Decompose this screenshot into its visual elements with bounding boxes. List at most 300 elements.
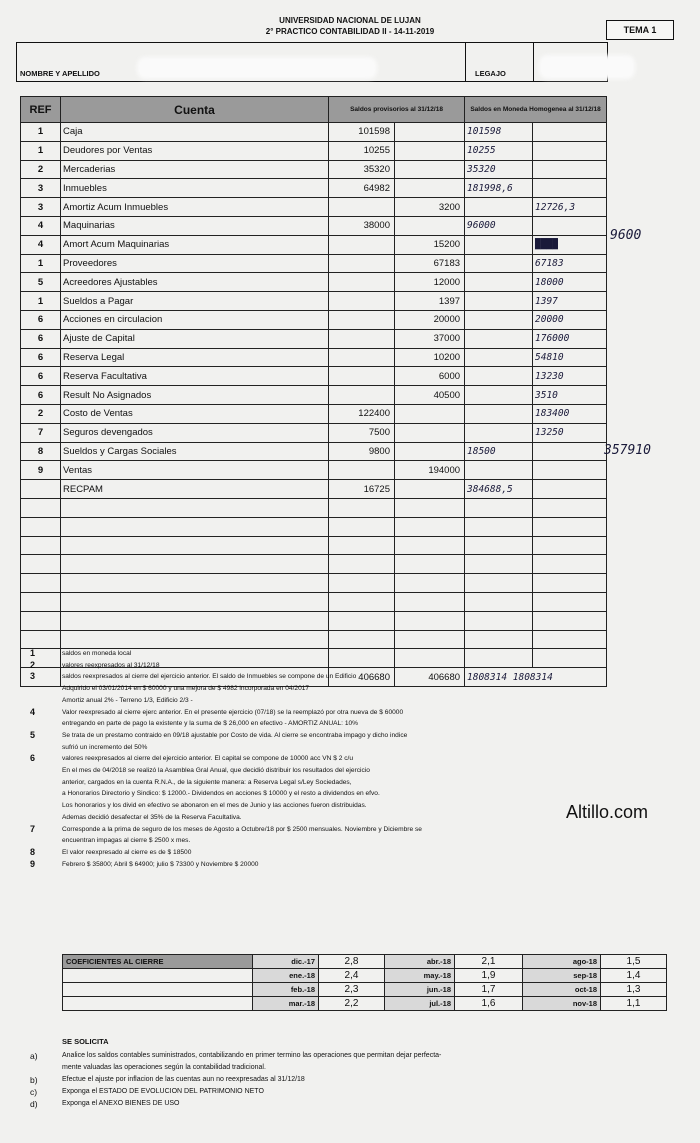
note-text: sufrió un incremento del 50% — [62, 743, 148, 751]
empty-cell — [465, 574, 533, 593]
hw-debe-cell: 181998,6 — [465, 179, 533, 198]
haber-cell: 20000 — [395, 310, 465, 329]
empty-cell — [533, 536, 607, 555]
debe-cell: 10255 — [329, 141, 395, 160]
hw-debe-cell: 384688,5 — [465, 480, 533, 499]
legajo-label: LEGAJO — [475, 69, 506, 78]
empty-cell — [61, 611, 329, 630]
ref-cell: 7 — [21, 423, 61, 442]
coef-month: may.-18 — [385, 969, 455, 983]
coef-row — [63, 969, 667, 983]
note-line — [30, 824, 670, 836]
empty-cell — [21, 630, 61, 649]
debe-cell: 64982 — [329, 179, 395, 198]
cuenta-cell: Amort Acum Maquinarias — [61, 235, 329, 254]
requirement-text: Analice los saldos contables suministrados, contabilizando en primer termino las operaciones que permitan dejar perfecta- — [62, 1052, 442, 1059]
empty-cell — [533, 574, 607, 593]
note-marker — [30, 777, 62, 789]
ref-cell: 3 — [21, 198, 61, 217]
note-line — [30, 742, 670, 754]
debe-cell — [329, 198, 395, 217]
empty-cell — [21, 517, 61, 536]
debe-cell: 101598 — [329, 123, 395, 142]
hw-debe-cell — [465, 292, 533, 311]
note-line — [30, 859, 670, 871]
ref-cell: 6 — [21, 310, 61, 329]
empty-cell — [465, 498, 533, 517]
empty-cell — [395, 555, 465, 574]
note-marker: 5 — [30, 729, 36, 740]
note-text: Los honorarios y los divid en efectivo se abonaron en el mes de Junio y las acciones fueron distribuidas. — [62, 802, 367, 810]
empty-row — [21, 498, 607, 517]
note-text: Se trata de un prestamo contraido en 09/18 ajustable por Costo de vida. Al cierre se encontraba impago y dicho indice — [62, 731, 408, 739]
cuenta-cell: Costo de Ventas — [61, 404, 329, 423]
empty-cell — [21, 555, 61, 574]
requirement-text: Efectue el ajuste por inflacion de las cuentas aun no reexpresadas al 31/12/18 — [62, 1076, 305, 1083]
table-row — [21, 329, 607, 348]
empty-row — [21, 536, 607, 555]
empty-cell — [465, 611, 533, 630]
empty-cell — [533, 611, 607, 630]
coef-blank — [63, 983, 253, 997]
note-text: Ademas decidió desafectar el 35% de la Reserva Facultativa. — [62, 813, 242, 821]
hw-debe-cell — [465, 423, 533, 442]
ref-cell: 4 — [21, 216, 61, 235]
ref-cell: 2 — [21, 160, 61, 179]
student-info-box — [16, 42, 608, 82]
coef-row — [63, 983, 667, 997]
note-marker — [30, 683, 62, 695]
note-marker: 6 — [30, 753, 36, 764]
table-row — [21, 310, 607, 329]
hw-haber-cell: 13230 — [533, 367, 607, 386]
table-row — [21, 386, 607, 405]
coef-month: ago-18 — [523, 955, 601, 969]
empty-cell — [465, 592, 533, 611]
note-line — [30, 788, 670, 800]
table-row — [21, 216, 607, 235]
hw-haber-cell: 12726,3 — [533, 198, 607, 217]
ref-cell: 6 — [21, 367, 61, 386]
hw-haber-cell: 1397 — [533, 292, 607, 311]
note-line — [30, 683, 670, 695]
empty-cell — [395, 611, 465, 630]
hw-haber-cell — [533, 160, 607, 179]
header-saldos-homogenea: Saldos en Moneda Homogenea al 31/12/18 — [465, 97, 607, 123]
margin-note-2: 357910 — [604, 443, 651, 458]
note-marker: 8 — [30, 846, 36, 857]
hw-haber-cell: 183400 — [533, 404, 607, 423]
empty-cell — [329, 630, 395, 649]
hw-haber-cell: ████ — [533, 235, 607, 254]
note-text: Corresponde a la prima de seguro de los meses de Agosto a Octubre/18 por $ 2500 mensuales. Noviembre y Diciembre se — [62, 825, 422, 833]
requirement-text: mente valuadas las operaciones según la contabilidad tradicional. — [62, 1064, 266, 1071]
requirement-line — [30, 1086, 670, 1098]
haber-cell — [395, 123, 465, 142]
requirement-marker: d) — [30, 1099, 38, 1109]
note-text: Adquirido el 03/01/2014 en $ 60000 y una mejora de $ 4982 incorporada en 04/2017 — [62, 685, 310, 693]
empty-cell — [395, 517, 465, 536]
haber-cell — [395, 423, 465, 442]
note-line — [30, 660, 670, 672]
note-marker — [30, 835, 62, 847]
table-row — [21, 235, 607, 254]
ref-cell: 6 — [21, 386, 61, 405]
haber-cell: 12000 — [395, 273, 465, 292]
empty-row — [21, 611, 607, 630]
note-line — [30, 695, 670, 707]
note-marker — [30, 695, 62, 707]
ref-cell: 5 — [21, 273, 61, 292]
haber-cell: 37000 — [395, 329, 465, 348]
note-marker: 7 — [30, 823, 36, 834]
haber-cell: 194000 — [395, 461, 465, 480]
requirement-line — [30, 1098, 670, 1110]
note-text: saldos en moneda local — [62, 650, 132, 657]
hw-haber-cell — [533, 461, 607, 480]
table-row — [21, 480, 607, 499]
cuenta-cell: Caja — [61, 123, 329, 142]
requirement-marker: a) — [30, 1051, 38, 1061]
haber-cell: 15200 — [395, 235, 465, 254]
debe-cell: 122400 — [329, 404, 395, 423]
empty-cell — [395, 536, 465, 555]
haber-cell: 67183 — [395, 254, 465, 273]
cuenta-cell: Deudores por Ventas — [61, 141, 329, 160]
note-line — [30, 835, 670, 847]
hw-haber-cell — [533, 179, 607, 198]
cuenta-cell: Amortiz Acum Inmuebles — [61, 198, 329, 217]
coef-month: sep-18 — [523, 969, 601, 983]
ref-cell: 6 — [21, 329, 61, 348]
empty-cell — [329, 536, 395, 555]
table-row — [21, 123, 607, 142]
empty-cell — [465, 536, 533, 555]
note-marker: 1 — [30, 648, 36, 658]
debe-cell — [329, 310, 395, 329]
empty-cell — [465, 517, 533, 536]
empty-row — [21, 555, 607, 574]
note-line — [30, 718, 670, 730]
coef-value: 2,3 — [319, 983, 385, 997]
hw-debe-cell — [465, 273, 533, 292]
note-marker: 2 — [30, 659, 36, 670]
empty-cell — [61, 555, 329, 574]
note-text: a Honorarios Directorio y Sindico: $ 12000.- Dividendos en acciones $ 10000 y el resto a dividendos en efvo. — [62, 790, 380, 798]
cuenta-cell: Sueldos y Cargas Sociales — [61, 442, 329, 461]
cuenta-cell: Reserva Facultativa — [61, 367, 329, 386]
total-haber-cell: 406680 — [395, 668, 465, 687]
requirement-line — [30, 1050, 670, 1062]
requirement-line — [30, 1074, 670, 1086]
note-text: El valor reexpresado al cierre es de $ 18500 — [62, 848, 192, 856]
coef-month: abr.-18 — [385, 955, 455, 969]
debe-cell: 35320 — [329, 160, 395, 179]
coef-row — [63, 955, 667, 969]
note-line — [30, 777, 670, 789]
table-row — [21, 160, 607, 179]
empty-cell — [329, 574, 395, 593]
debe-cell: 16725 — [329, 480, 395, 499]
cuenta-cell: Mercaderias — [61, 160, 329, 179]
cuenta-cell: RECPAM — [61, 480, 329, 499]
empty-cell — [61, 536, 329, 555]
ref-cell — [21, 480, 61, 499]
hw-haber-cell: 3510 — [533, 386, 607, 405]
ref-cell: 3 — [21, 179, 61, 198]
coef-blank — [63, 969, 253, 983]
hw-haber-cell: 176000 — [533, 329, 607, 348]
coef-title: COEFICIENTES AL CIERRE — [63, 955, 253, 969]
coef-month: jun.-18 — [385, 983, 455, 997]
ref-cell: 2 — [21, 404, 61, 423]
note-marker — [30, 788, 62, 800]
empty-cell — [61, 630, 329, 649]
haber-cell — [395, 160, 465, 179]
coef-month: nov-18 — [523, 997, 601, 1011]
redacted-name — [137, 57, 377, 79]
requirement-marker — [30, 1062, 62, 1074]
coef-month: jul.-18 — [385, 997, 455, 1011]
ref-cell: 1 — [21, 292, 61, 311]
hw-debe-cell — [465, 367, 533, 386]
haber-cell: 40500 — [395, 386, 465, 405]
note-text: Febrero $ 35800; Abril $ 64900; julio $ 73300 y Noviembre $ 20000 — [62, 860, 259, 868]
haber-cell: 10200 — [395, 348, 465, 367]
empty-cell — [61, 574, 329, 593]
note-line — [30, 765, 670, 777]
requirement-line — [30, 1062, 670, 1074]
hw-haber-cell — [533, 480, 607, 499]
cuenta-cell: Maquinarias — [61, 216, 329, 235]
coef-value: 2,4 — [319, 969, 385, 983]
empty-cell — [395, 592, 465, 611]
note-text: entregando en parte de pago la existente y la suma de $ 26,000 en efectivo - AMORTIZ ANUAL: 10% — [62, 720, 359, 728]
ref-cell: 1 — [21, 254, 61, 273]
haber-cell — [395, 480, 465, 499]
empty-cell — [533, 592, 607, 611]
empty-cell — [395, 574, 465, 593]
empty-cell — [21, 536, 61, 555]
coef-month: mar.-18 — [253, 997, 319, 1011]
empty-row — [21, 517, 607, 536]
footnotes — [30, 648, 670, 870]
hw-debe-cell — [465, 254, 533, 273]
note-marker — [30, 718, 62, 730]
coefficients-table — [62, 954, 667, 1011]
empty-cell — [21, 592, 61, 611]
name-label: NOMBRE Y APELLIDO — [20, 69, 100, 78]
empty-cell — [21, 498, 61, 517]
empty-cell — [329, 555, 395, 574]
hw-debe-cell — [465, 198, 533, 217]
note-marker: 9 — [30, 858, 36, 869]
table-row — [21, 292, 607, 311]
note-line — [30, 671, 670, 683]
note-text: saldos reexpresados al cierre del ejercicio anterior. El saldo de Inmuebles se compone de un Edificio — [62, 673, 357, 681]
hw-debe-cell: 96000 — [465, 216, 533, 235]
table-row — [21, 273, 607, 292]
cuenta-cell: Ventas — [61, 461, 329, 480]
note-line — [30, 753, 670, 765]
coef-value: 1,5 — [601, 955, 667, 969]
requirements-section — [30, 1036, 670, 1110]
empty-cell — [395, 498, 465, 517]
hw-haber-cell — [533, 216, 607, 235]
header-saldos-provisorios: Saldos provisorios al 31/12/18 — [329, 97, 465, 123]
haber-cell: 6000 — [395, 367, 465, 386]
coef-value: 2,8 — [319, 955, 385, 969]
hw-debe-cell — [465, 461, 533, 480]
debe-cell — [329, 386, 395, 405]
ref-cell: 4 — [21, 235, 61, 254]
empty-cell — [61, 498, 329, 517]
ref-cell: 6 — [21, 348, 61, 367]
note-marker — [30, 800, 62, 812]
note-marker: 3 — [30, 671, 36, 682]
debe-cell — [329, 367, 395, 386]
ref-cell: 1 — [21, 141, 61, 160]
table-row — [21, 423, 607, 442]
empty-cell — [533, 555, 607, 574]
debe-cell — [329, 273, 395, 292]
table-row — [21, 404, 607, 423]
ref-cell: 9 — [21, 461, 61, 480]
cuenta-cell: Acciones en circulacion — [61, 310, 329, 329]
cuenta-cell: Result No Asignados — [61, 386, 329, 405]
haber-cell — [395, 442, 465, 461]
table-row — [21, 198, 607, 217]
haber-cell — [395, 216, 465, 235]
hw-debe-cell — [465, 348, 533, 367]
empty-cell — [61, 517, 329, 536]
empty-cell — [329, 498, 395, 517]
empty-cell — [61, 592, 329, 611]
empty-cell — [21, 574, 61, 593]
hw-haber-cell: 67183 — [533, 254, 607, 273]
empty-cell — [329, 592, 395, 611]
debe-cell — [329, 348, 395, 367]
empty-cell — [395, 630, 465, 649]
note-text: Amortiz anual 2% - Terreno 1/3, Edificio 2/3 - — [62, 696, 193, 704]
coef-value: 1,9 — [455, 969, 523, 983]
solicita-title: SE SOLICITA — [62, 1037, 109, 1046]
margin-note-1: 9600 — [610, 228, 642, 243]
note-line — [30, 730, 670, 742]
hw-debe-cell — [465, 386, 533, 405]
watermark: Altillo.com — [566, 802, 649, 822]
redacted-legajo — [539, 55, 635, 79]
debe-cell — [329, 235, 395, 254]
coef-value: 1,3 — [601, 983, 667, 997]
empty-cell — [533, 517, 607, 536]
coef-value: 1,7 — [455, 983, 523, 997]
hw-haber-cell — [533, 123, 607, 142]
coef-blank — [63, 997, 253, 1011]
note-line — [30, 648, 670, 660]
empty-row — [21, 574, 607, 593]
note-text: Valor reexpresado al cierre ejerc anterior. En el presente ejercicio (07/18) se la reemplazó por otra nueva de $ 60000 — [62, 708, 404, 716]
accounts-table — [20, 96, 607, 687]
debe-cell: 7500 — [329, 423, 395, 442]
note-marker — [30, 812, 62, 824]
empty-row — [21, 592, 607, 611]
haber-cell — [395, 404, 465, 423]
coef-value: 1,1 — [601, 997, 667, 1011]
debe-cell: 38000 — [329, 216, 395, 235]
hw-total-cell: 1808314 1808314 — [465, 668, 607, 687]
debe-cell — [329, 329, 395, 348]
hw-haber-cell — [533, 141, 607, 160]
hw-debe-cell — [465, 310, 533, 329]
cuenta-cell: Reserva Legal — [61, 348, 329, 367]
coef-value: 1,6 — [455, 997, 523, 1011]
note-marker — [30, 742, 62, 754]
note-text: valores reexpresados al cierre del ejercicio anterior. El capital se compone de 10000 acc VN $ 2 c/u — [62, 755, 354, 763]
hw-debe-cell: 18500 — [465, 442, 533, 461]
hw-debe-cell: 35320 — [465, 160, 533, 179]
table-row — [21, 348, 607, 367]
note-text: encuentran impagas al cierre $ 2500 x mes. — [62, 837, 191, 845]
empty-cell — [329, 611, 395, 630]
hw-debe-cell: 101598 — [465, 123, 533, 142]
ref-cell: 8 — [21, 442, 61, 461]
table-row — [21, 141, 607, 160]
tema-box: TEMA 1 — [606, 20, 674, 40]
hw-haber-cell: 13250 — [533, 423, 607, 442]
note-marker — [30, 765, 62, 777]
hw-haber-cell: 20000 — [533, 310, 607, 329]
cuenta-cell: Acreedores Ajustables — [61, 273, 329, 292]
requirement-text: Exponga el ESTADO DE EVOLUCION DEL PATRIMONIO NETO — [62, 1088, 264, 1095]
empty-cell — [329, 517, 395, 536]
debe-cell — [329, 292, 395, 311]
hw-haber-cell: 18000 — [533, 273, 607, 292]
note-text: anterior, cargados en la cuenta R.N.A., de la siguiente manera: a Reserva Legal s/Ley Sociedades, — [62, 778, 352, 786]
coef-value: 2,2 — [319, 997, 385, 1011]
empty-cell — [465, 630, 533, 649]
coef-month: ene.-18 — [253, 969, 319, 983]
haber-cell: 3200 — [395, 198, 465, 217]
coef-month: dic.-17 — [253, 955, 319, 969]
haber-cell — [395, 179, 465, 198]
note-line — [30, 707, 670, 719]
hw-debe-cell — [465, 404, 533, 423]
requirement-text: Exponga el ANEXO BIENES DE USO — [62, 1100, 180, 1107]
empty-cell — [465, 555, 533, 574]
hw-debe-cell — [465, 235, 533, 254]
empty-cell — [533, 630, 607, 649]
haber-cell: 1397 — [395, 292, 465, 311]
coef-row — [63, 997, 667, 1011]
table-row — [21, 461, 607, 480]
header-ref: REF — [21, 97, 61, 123]
coef-month: oct-18 — [523, 983, 601, 997]
note-text: En el mes de 04/2018 se realizó la Asamblea Gral Anual, que decidió distribuir los resultados del ejercicio — [62, 767, 370, 775]
cuenta-cell: Ajuste de Capital — [61, 329, 329, 348]
cuenta-cell: Sueldos a Pagar — [61, 292, 329, 311]
total-debe-cell: 406680 — [329, 668, 395, 687]
debe-cell — [329, 461, 395, 480]
university-title: UNIVERSIDAD NACIONAL DE LUJAN — [279, 16, 421, 25]
table-row — [21, 367, 607, 386]
note-text: valores reexpresados al 31/12/18 — [62, 661, 160, 669]
haber-cell — [395, 141, 465, 160]
coef-value: 2,1 — [455, 955, 523, 969]
empty-cell — [533, 498, 607, 517]
cuenta-cell: Inmuebles — [61, 179, 329, 198]
hw-haber-cell: 54810 — [533, 348, 607, 367]
